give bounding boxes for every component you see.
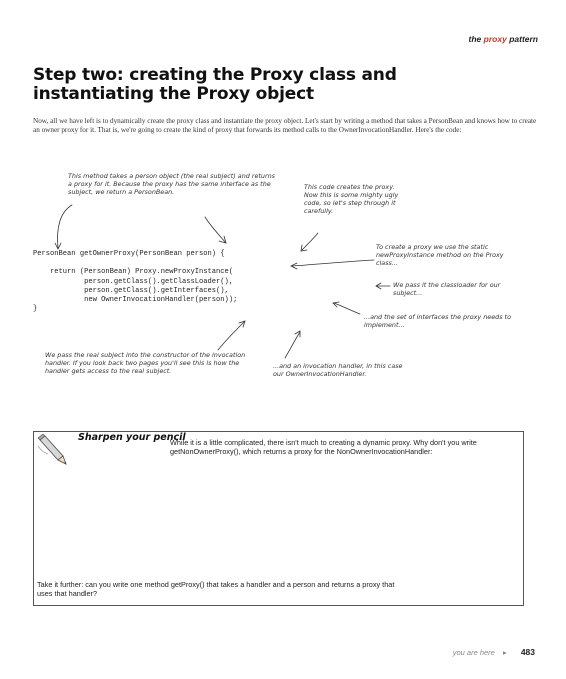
method-arrow-left xyxy=(58,205,72,248)
section-title: Step two: creating the Proxy class and instantiating the Proxy object xyxy=(33,65,397,104)
static-arrow xyxy=(292,260,374,266)
handler-arrow xyxy=(285,332,300,358)
header-prefix: the xyxy=(468,34,482,44)
interfaces-annotation: ...and the set of interfaces the proxy needs to implement... xyxy=(364,313,511,329)
ugly-arrow xyxy=(302,233,318,250)
arrow-icon: ▸ xyxy=(502,648,507,657)
classloader-annotation: We pass it the classloader for our subject... xyxy=(393,281,501,297)
handler-annotation: ...and an invocation handler, in this case our OwnerInvocationHandler. xyxy=(273,362,403,378)
method-arrow-right xyxy=(205,217,225,242)
exercise-prompt: While it is a little complicated, there isn't much to creating a dynamic proxy. Why don't you write getNonOwnerProxy(), which returns a proxy for the NonOwnerInvocationHandler: xyxy=(170,438,477,457)
header-accent: proxy xyxy=(483,34,507,44)
static-method-annotation: To create a proxy we use the static newProxyInstance method on the Proxy class... xyxy=(376,243,504,267)
code-line: return (PersonBean) Proxy.newProxyInstance( xyxy=(33,268,234,277)
code-line: } xyxy=(33,305,38,314)
code-line: PersonBean getOwnerProxy(PersonBean person) { xyxy=(33,250,225,258)
subject-arrow xyxy=(218,322,244,350)
code-block xyxy=(33,250,237,314)
header-suffix: pattern xyxy=(509,34,538,44)
method-annotation: This method takes a person object (the real subject) and returns a proxy for it. Because the proxy has the same interface as the subject, we return a PersonBean. xyxy=(68,172,275,196)
code-line xyxy=(33,259,237,268)
page-footer xyxy=(453,647,535,657)
page-number: 483 xyxy=(520,647,535,657)
you-are-here-label: you are here xyxy=(452,648,495,657)
intro-paragraph: Now, all we have left is to dynamically create the proxy class and instantiate the proxy object. Let's start by writing a method that takes a PersonBean and knows how to create an owner proxy for it. That is, we're going to create the kind of proxy that forwards its method calls to the OwnerInvocationHandler. Here's the code: xyxy=(33,117,537,135)
interfaces-arrow xyxy=(334,303,360,314)
running-header xyxy=(469,34,538,44)
answer-area[interactable] xyxy=(38,472,518,572)
ugly-code-annotation: This code creates the proxy. Now this is some mighty ugly code, so let's step through it carefully. xyxy=(304,183,399,215)
code-line: person.getClass().getInterfaces(), xyxy=(33,286,229,295)
real-subject-annotation: We pass the real subject into the constructor of the invocation handler. If you look back two pages you'll see this is how the handler gets access to the real subject. xyxy=(45,351,246,375)
take-further-prompt: Take it further: can you write one method getProxy() that takes a handler and a person and returns a proxy that uses that handler? xyxy=(37,580,395,599)
sharpen-label: Sharpen your pencil xyxy=(78,432,186,443)
code-line: person.getClass().getClassLoader(), xyxy=(33,277,234,286)
code-line: new OwnerInvocationHandler(person)); xyxy=(33,296,238,304)
